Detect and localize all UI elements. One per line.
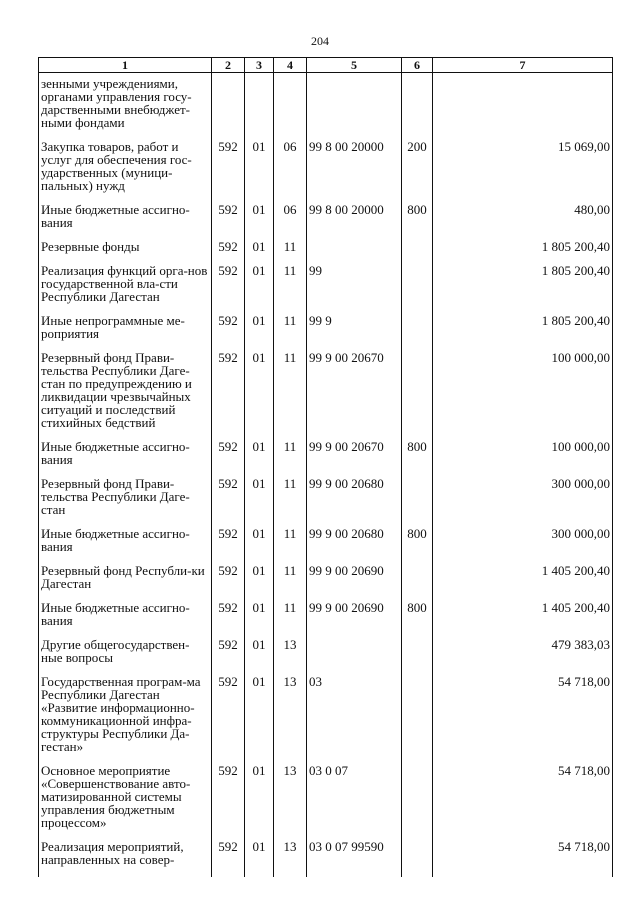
row-amount: 1 405 200,40 bbox=[433, 601, 613, 638]
row-name: Реализация мероприятий, направленных на совер- bbox=[39, 840, 212, 877]
row-name: Резервный фонд Прави-тельства Республики Даге-стан по предупреждению и ликвидации чрезвычайных ситуаций и последствий стихийных бедствий bbox=[39, 351, 212, 440]
row-subsection-code: 11 bbox=[274, 264, 307, 314]
row-section-code: 01 bbox=[245, 840, 274, 877]
table-row bbox=[39, 601, 613, 638]
row-section-code: 01 bbox=[245, 351, 274, 440]
table-row bbox=[39, 564, 613, 601]
row-subsection-code: 13 bbox=[274, 638, 307, 675]
row-amount: 479 383,03 bbox=[433, 638, 613, 675]
row-subsection-code: 11 bbox=[274, 351, 307, 440]
row-amount bbox=[433, 73, 613, 141]
row-amount: 54 718,00 bbox=[433, 764, 613, 840]
row-target-article: 99 9 00 20670 bbox=[307, 351, 402, 440]
row-section-code: 01 bbox=[245, 240, 274, 264]
row-expense-type: 200 bbox=[402, 140, 433, 203]
row-subsection-code: 11 bbox=[274, 601, 307, 638]
row-section-code: 01 bbox=[245, 203, 274, 240]
header-col-6: 6 bbox=[402, 58, 433, 73]
row-amount: 54 718,00 bbox=[433, 675, 613, 764]
row-name: зенными учреждениями, органами управления госу-дарственными внебюджет-ными фондами bbox=[39, 73, 212, 141]
row-target-article: 99 9 00 20670 bbox=[307, 440, 402, 477]
row-target-article: 03 0 07 bbox=[307, 764, 402, 840]
row-ved-code: 592 bbox=[212, 440, 245, 477]
row-expense-type bbox=[402, 764, 433, 840]
row-name: Другие общегосударствен-ные вопросы bbox=[39, 638, 212, 675]
table-row bbox=[39, 477, 613, 527]
row-ved-code: 592 bbox=[212, 840, 245, 877]
row-expense-type: 800 bbox=[402, 440, 433, 477]
row-expense-type bbox=[402, 240, 433, 264]
row-subsection-code: 06 bbox=[274, 203, 307, 240]
row-subsection-code: 13 bbox=[274, 764, 307, 840]
row-target-article: 99 9 00 20690 bbox=[307, 564, 402, 601]
row-amount: 1 405 200,40 bbox=[433, 564, 613, 601]
row-ved-code: 592 bbox=[212, 601, 245, 638]
row-expense-type: 800 bbox=[402, 527, 433, 564]
row-subsection-code: 11 bbox=[274, 527, 307, 564]
row-target-article bbox=[307, 638, 402, 675]
row-section-code bbox=[245, 73, 274, 141]
table-row bbox=[39, 351, 613, 440]
row-amount: 1 805 200,40 bbox=[433, 240, 613, 264]
row-subsection-code: 13 bbox=[274, 675, 307, 764]
table-row bbox=[39, 440, 613, 477]
row-expense-type: 800 bbox=[402, 601, 433, 638]
table-header bbox=[39, 58, 613, 73]
row-amount: 300 000,00 bbox=[433, 477, 613, 527]
row-target-article bbox=[307, 73, 402, 141]
row-target-article: 99 9 00 20690 bbox=[307, 601, 402, 638]
header-col-7: 7 bbox=[433, 58, 613, 73]
row-name: Иные непрограммные ме-роприятия bbox=[39, 314, 212, 351]
row-target-article: 99 9 00 20680 bbox=[307, 527, 402, 564]
row-amount: 1 805 200,40 bbox=[433, 264, 613, 314]
row-ved-code: 592 bbox=[212, 675, 245, 764]
row-section-code: 01 bbox=[245, 440, 274, 477]
row-section-code: 01 bbox=[245, 675, 274, 764]
header-col-1: 1 bbox=[39, 58, 212, 73]
row-target-article: 03 bbox=[307, 675, 402, 764]
page-number: 204 bbox=[311, 34, 329, 48]
row-ved-code: 592 bbox=[212, 638, 245, 675]
row-amount: 100 000,00 bbox=[433, 351, 613, 440]
row-expense-type bbox=[402, 840, 433, 877]
row-target-article: 99 9 bbox=[307, 314, 402, 351]
budget-table bbox=[38, 57, 613, 877]
table-row bbox=[39, 764, 613, 840]
row-ved-code: 592 bbox=[212, 527, 245, 564]
row-section-code: 01 bbox=[245, 314, 274, 351]
header-col-4: 4 bbox=[274, 58, 307, 73]
row-amount: 100 000,00 bbox=[433, 440, 613, 477]
row-expense-type bbox=[402, 351, 433, 440]
row-subsection-code: 11 bbox=[274, 440, 307, 477]
row-name: Иные бюджетные ассигно-вания bbox=[39, 601, 212, 638]
header-col-5: 5 bbox=[307, 58, 402, 73]
header-row bbox=[39, 58, 613, 73]
row-subsection-code: 11 bbox=[274, 314, 307, 351]
row-name: Резервные фонды bbox=[39, 240, 212, 264]
row-ved-code: 592 bbox=[212, 140, 245, 203]
row-subsection-code: 06 bbox=[274, 140, 307, 203]
row-ved-code: 592 bbox=[212, 203, 245, 240]
row-section-code: 01 bbox=[245, 764, 274, 840]
row-ved-code: 592 bbox=[212, 314, 245, 351]
row-section-code: 01 bbox=[245, 477, 274, 527]
row-expense-type: 800 bbox=[402, 203, 433, 240]
row-expense-type bbox=[402, 638, 433, 675]
row-ved-code: 592 bbox=[212, 351, 245, 440]
row-amount: 300 000,00 bbox=[433, 527, 613, 564]
table-row bbox=[39, 638, 613, 675]
row-ved-code: 592 bbox=[212, 564, 245, 601]
table-row bbox=[39, 140, 613, 203]
table-row bbox=[39, 73, 613, 141]
row-section-code: 01 bbox=[245, 264, 274, 314]
row-section-code: 01 bbox=[245, 140, 274, 203]
row-ved-code: 592 bbox=[212, 477, 245, 527]
row-subsection-code bbox=[274, 73, 307, 141]
row-expense-type bbox=[402, 314, 433, 351]
row-amount: 15 069,00 bbox=[433, 140, 613, 203]
row-target-article bbox=[307, 240, 402, 264]
row-name: Государственная програм-ма Республики Дагестан «Развитие информационно-коммуникационной инфра-структуры Республики Да-гестан» bbox=[39, 675, 212, 764]
row-amount: 1 805 200,40 bbox=[433, 314, 613, 351]
header-col-3: 3 bbox=[245, 58, 274, 73]
row-ved-code bbox=[212, 73, 245, 141]
row-ved-code: 592 bbox=[212, 264, 245, 314]
row-name: Иные бюджетные ассигно-вания bbox=[39, 440, 212, 477]
table-row bbox=[39, 840, 613, 877]
row-name: Закупка товаров, работ и услуг для обеспечения гос-ударственных (муници-пальных) нужд bbox=[39, 140, 212, 203]
row-expense-type bbox=[402, 477, 433, 527]
row-amount: 54 718,00 bbox=[433, 840, 613, 877]
row-section-code: 01 bbox=[245, 638, 274, 675]
row-name: Основное мероприятие «Совершенствование авто-матизированной системы управления бюджетным процессом» bbox=[39, 764, 212, 840]
row-name: Реализация функций орга-нов государственной вла-сти Республики Дагестан bbox=[39, 264, 212, 314]
row-section-code: 01 bbox=[245, 564, 274, 601]
row-name: Резервный фонд Прави-тельства Республики Даге-стан bbox=[39, 477, 212, 527]
table-body bbox=[39, 73, 613, 878]
row-expense-type bbox=[402, 73, 433, 141]
row-subsection-code: 11 bbox=[274, 477, 307, 527]
row-amount: 480,00 bbox=[433, 203, 613, 240]
table-row bbox=[39, 203, 613, 240]
row-subsection-code: 11 bbox=[274, 240, 307, 264]
row-ved-code: 592 bbox=[212, 240, 245, 264]
row-target-article: 03 0 07 99590 bbox=[307, 840, 402, 877]
row-target-article: 99 bbox=[307, 264, 402, 314]
row-target-article: 99 8 00 20000 bbox=[307, 140, 402, 203]
row-subsection-code: 11 bbox=[274, 564, 307, 601]
row-expense-type bbox=[402, 264, 433, 314]
header-col-2: 2 bbox=[212, 58, 245, 73]
row-name: Иные бюджетные ассигно-вания bbox=[39, 527, 212, 564]
row-section-code: 01 bbox=[245, 527, 274, 564]
row-ved-code: 592 bbox=[212, 764, 245, 840]
row-section-code: 01 bbox=[245, 601, 274, 638]
table-row bbox=[39, 314, 613, 351]
row-subsection-code: 13 bbox=[274, 840, 307, 877]
row-name: Резервный фонд Республи-ки Дагестан bbox=[39, 564, 212, 601]
table-row bbox=[39, 527, 613, 564]
row-expense-type bbox=[402, 564, 433, 601]
row-target-article: 99 8 00 20000 bbox=[307, 203, 402, 240]
row-expense-type bbox=[402, 675, 433, 764]
row-name: Иные бюджетные ассигно-вания bbox=[39, 203, 212, 240]
row-target-article: 99 9 00 20680 bbox=[307, 477, 402, 527]
table-row bbox=[39, 240, 613, 264]
table-row bbox=[39, 675, 613, 764]
table-row bbox=[39, 264, 613, 314]
